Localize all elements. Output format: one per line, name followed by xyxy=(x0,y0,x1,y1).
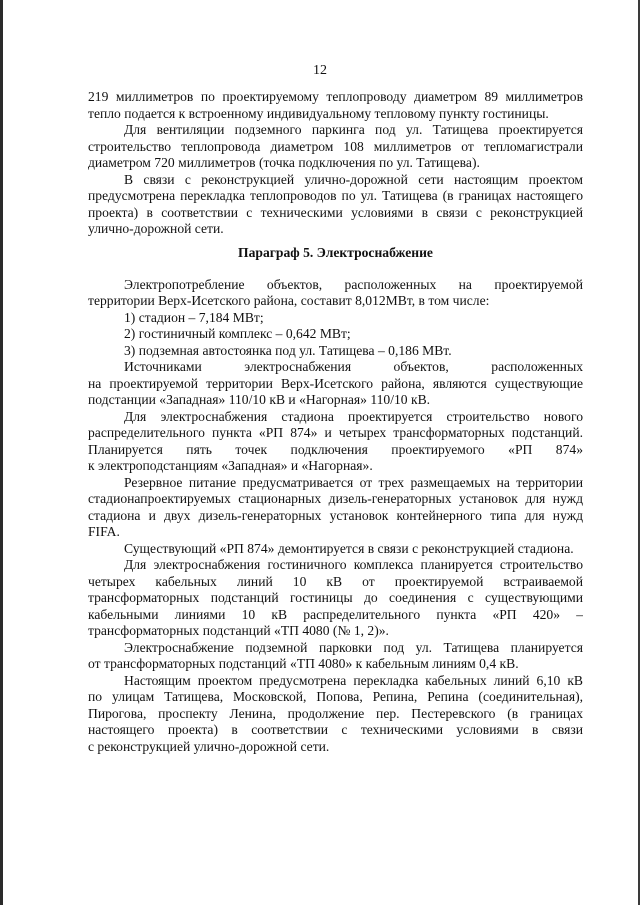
heating-section-text xyxy=(88,89,583,238)
text-line: строительство теплопровода диаметром 108 миллиметров от тепломагистрали xyxy=(88,138,583,154)
text-line: 219 миллиметров по проектируемому теплопроводу диаметром 89 миллиметров xyxy=(88,89,583,104)
text-line: диаметром 720 миллиметров (точка подключения по ул. Татищева). xyxy=(88,155,480,170)
text-line: FIFA. xyxy=(88,524,120,539)
power-supply-section-text xyxy=(88,277,583,756)
text-line: от трансформаторных подстанций «ТП 4080» к кабельным линиям 0,4 кВ. xyxy=(88,656,519,671)
text-line: по улицам Татищева, Московской, Попова, Репина, Репина (соединительная), xyxy=(88,689,583,704)
scan-edge-left xyxy=(0,0,3,905)
text-line: стадиона и двух дизель-генераторных установок контейнерного типа для нужд xyxy=(88,507,583,523)
text-line: Для вентиляции подземного паркинга под ул. Татищева проектируется xyxy=(124,122,583,137)
text-line: 1) стадион – 7,184 МВт; xyxy=(124,309,264,325)
text-line: Планируется пять точек подключения проектируемого «РП 874» xyxy=(88,441,583,457)
text-line: к электроподстанциям «Западная» и «Нагорная». xyxy=(88,458,373,473)
text-line: стадионапроектируемых стационарных дизель-генераторных установок для нужд xyxy=(88,491,583,506)
text-line: Источниками электроснабжения объектов, расположенных xyxy=(124,359,583,374)
text-line: проекта) в соответствии с техническими условиями в связи с реконструкцией xyxy=(88,204,583,220)
text-line: Электроснабжение подземной парковки под ул. Татищева планируется xyxy=(124,639,583,655)
text-line: Электропотребление объектов, расположенных на проектируемой xyxy=(124,276,583,292)
text-line: кабельными линиями 10 кВ распределительного пункта «РП 420» – xyxy=(88,606,583,622)
text-line: улично-дорожной сети. xyxy=(88,221,224,236)
text-line: 2) гостиничный комплекс – 0,642 МВт; xyxy=(124,326,351,341)
text-line: с реконструкцией улично-дорожной сети. xyxy=(88,738,330,754)
text-line: подстанции «Западная» 110/10 кВ и «Нагорная» 110/10 кВ. xyxy=(88,392,431,407)
text-line: Существующий «РП 874» демонтируется в связи с реконструкцией стадиона. xyxy=(124,540,574,556)
section-heading: Параграф 5. Электроснабжение xyxy=(238,244,433,260)
text-line: трансформаторных подстанций «ТП 4080 (№ 1, 2)». xyxy=(88,623,389,638)
text-line: Резервное питание предусматривается от трех размещаемых на территории xyxy=(124,474,583,490)
text-line: территории Верх-Исетского района, составит 8,012МВт, в том числе: xyxy=(88,293,490,308)
text-line: Для электроснабжения гостиничного комплекса планируется строительство xyxy=(124,557,583,572)
text-line: распределительного пункта «РП 874» и четырех трансформаторных подстанций. xyxy=(88,425,583,440)
text-line: 3) подземная автостоянка под ул. Татищева – 0,186 МВт. xyxy=(124,342,452,358)
document-body xyxy=(88,89,583,755)
text-line: настоящего проекта) в соответствии с техническими условиями в связи xyxy=(88,722,583,737)
text-line: В связи с реконструкцией улично-дорожной сети настоящим проектом xyxy=(124,171,583,187)
text-line: на проектируемой территории Верх-Исетского района, являются существующие xyxy=(88,375,583,391)
text-line: четырех кабельных линий 10 кВ от проектируемой встраиваемой xyxy=(88,573,583,589)
text-line: трансформаторных подстанций гостиницы до соединения с существующими xyxy=(88,590,583,605)
text-line: тепло подается к встроенному индивидуальному тепловому пункту гостиницы. xyxy=(88,105,549,121)
text-line: Для электроснабжения стадиона проектируется строительство нового xyxy=(124,408,583,424)
text-line: предусмотрена перекладка теплопроводов по ул. Татищева (в границах настоящего xyxy=(88,188,583,203)
text-line: Настоящим проектом предусмотрена перекладка кабельных линий 6,10 кВ xyxy=(124,672,583,688)
text-line: Пирогова, проспекту Ленина, продолжение пер. Пестеревского (в границах xyxy=(88,705,583,721)
page-number: 12 xyxy=(313,63,327,78)
